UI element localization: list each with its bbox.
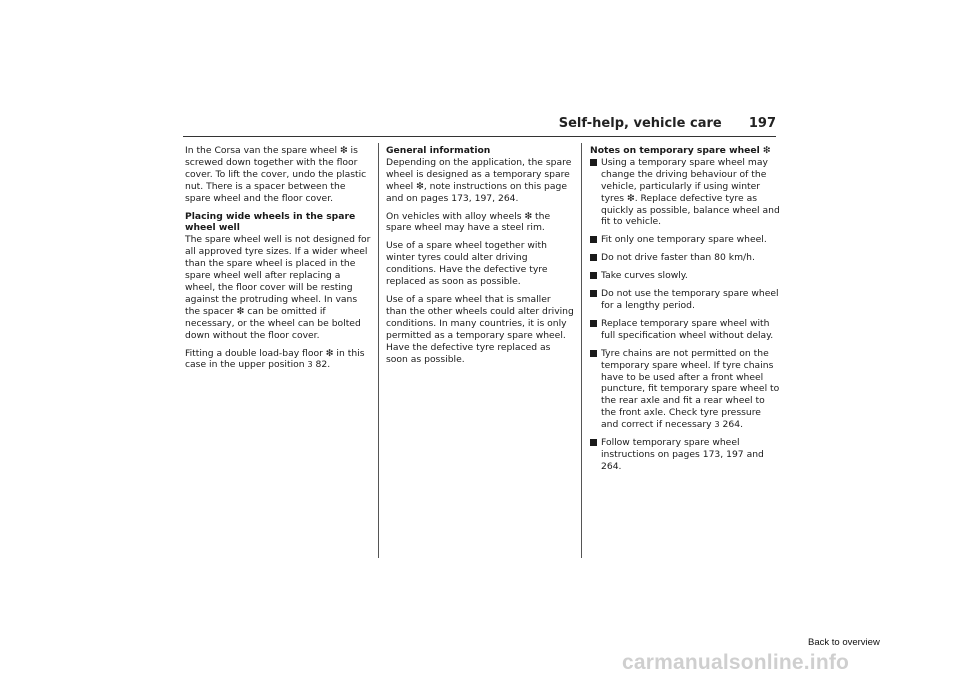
bullet-square-icon [590,320,597,327]
page-ref-icon: 3 [307,360,313,370]
bullet-list [590,157,780,473]
option-star-icon: ❇ [416,180,424,192]
bullet-square-icon [590,236,597,243]
list-item: Follow temporary spare wheel instructions on pages 173, 197 and 264. [590,437,780,473]
text-column-2 [386,145,574,371]
section-title: Self-help, vehicle care [558,116,722,131]
paragraph: Use of a spare wheel that is smaller than the other wheels could alter driving conditions. In many countries, it is only permitted as a temporary spare wheel. Have the defective tyre replaced as soon as possible. [386,293,574,365]
watermark: carmanualsonline.info [622,651,850,674]
section-heading: Placing wide wheels in the spare wheel well [185,210,356,234]
page-header [540,116,776,131]
option-star-icon: ❇ [524,210,533,222]
bullet-square-icon [590,290,597,297]
back-to-overview-link[interactable]: Back to overview [808,637,880,648]
page-ref-icon: 3 [714,420,720,430]
option-star-icon: ❇ [339,145,348,156]
text-column-3 [590,145,780,479]
list-item: Tyre chains are not permitted on the temporary spare wheel. If tyre chains have to be used after a front wheel puncture, fit temporary spare wheel to the rear axle and fit a rear wheel to the front axle. Check tyre pressure and correct if necessary 3 264. [590,348,780,431]
option-star-icon: ❇ [236,305,245,317]
option-star-icon: ❇ [626,192,635,204]
option-star-icon: ❇ [325,347,334,359]
option-star-icon: ❇ [762,145,771,156]
list-item: Replace temporary spare wheel with full specification wheel without delay. [590,318,780,342]
section-heading: Notes on temporary spare wheel ❇ [590,145,771,156]
paragraph: Placing wide wheels in the spare wheel well The spare wheel well is not designed for all approved tyre sizes. If a wider wheel than the spare wheel is placed in the spare wheel well after replacing a wheel, the floor cover will be resting against the protruding wheel. In vans the spacer ❇ can be omitted if necessary, or the wheel can be bolted down without the floor cover. [185,210,371,341]
column-divider [581,143,582,558]
bullet-square-icon [590,439,597,446]
page-number: 197 [748,116,776,131]
paragraph: General information Depending on the application, the spare wheel is designed as a temporary spare wheel ❇, note instructions on this page and on pages 173, 197, 264. [386,145,574,205]
bullet-square-icon [590,254,597,261]
list-item: Do not drive faster than 80 km/h. [590,252,780,264]
list-item: Using a temporary spare wheel may change the driving behaviour of the vehicle, particularly if using winter tyres ❇. Replace defective tyre as quickly as possible, balance wheel and fit to vehicle. [590,157,780,228]
section-heading: General information [386,145,491,156]
page-ref-link[interactable]: 82. [315,359,331,371]
paragraph: In the Corsa van the spare wheel ❇ is screwed down together with the floor cover. To lift the cover, undo the plastic nut. There is a spacer between the spare wheel and the floor cover. [185,145,367,204]
list-item: Take curves slowly. [590,270,780,282]
list-item: Do not use the temporary spare wheel for a lengthy period. [590,288,780,312]
bullet-square-icon [590,350,597,357]
header-rule [183,136,776,137]
page-ref-link[interactable]: 264. [722,419,744,431]
paragraph: On vehicles with alloy wheels ❇ the spare wheel may have a steel rim. [386,210,551,234]
list-item: Fit only one temporary spare wheel. [590,234,780,246]
paragraph: Fitting a double load-bay floor ❇ in this case in the upper position 3 82. [185,347,365,371]
bullet-square-icon [590,159,597,166]
text-column-1 [185,145,371,377]
paragraph: Use of a spare wheel together with winter tyres could alter driving conditions. Have the defective tyre replaced as soon as possible. [386,240,548,288]
column-divider [378,143,379,558]
bullet-square-icon [590,272,597,279]
